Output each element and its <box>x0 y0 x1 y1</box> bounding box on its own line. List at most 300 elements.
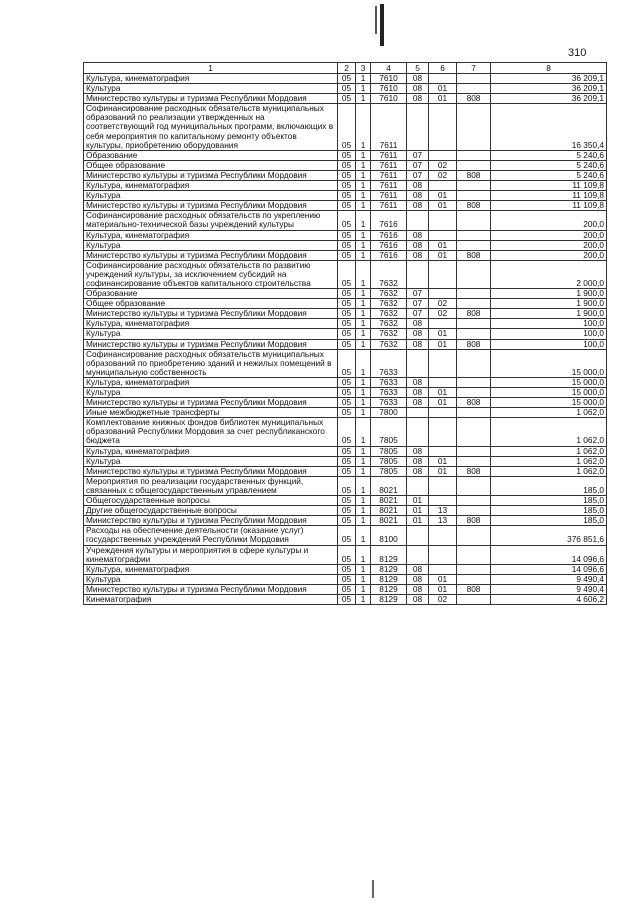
row-amount: 1 900,0 <box>491 299 607 309</box>
row-code: 05 <box>338 377 356 387</box>
row-code: 05 <box>338 506 356 516</box>
table-row <box>84 584 607 594</box>
row-code: 808 <box>457 170 491 180</box>
row-code <box>407 545 429 564</box>
row-label: Министерство культуры и туризма Республики Мордовия <box>84 466 338 476</box>
row-code: 1 <box>356 584 371 594</box>
row-code: 08 <box>407 74 429 84</box>
row-code: 02 <box>429 309 457 319</box>
row-code: 7805 <box>371 418 407 446</box>
row-code: 01 <box>429 466 457 476</box>
row-amount: 2 000,0 <box>491 260 607 288</box>
row-code <box>429 377 457 387</box>
row-label: Кинематография <box>84 594 338 604</box>
row-label: Общегосударственные вопросы <box>84 496 338 506</box>
row-code: 05 <box>338 418 356 446</box>
row-code: 05 <box>338 446 356 456</box>
row-code: 808 <box>457 466 491 476</box>
row-code: 01 <box>429 339 457 349</box>
row-code <box>407 476 429 495</box>
table-row <box>84 456 607 466</box>
row-code: 808 <box>457 339 491 349</box>
table-row <box>84 496 607 506</box>
row-code: 07 <box>407 150 429 160</box>
row-label: Культура, кинематография <box>84 230 338 240</box>
row-code: 01 <box>429 388 457 398</box>
row-label: Министерство культуры и туризма Республики Мордовия <box>84 584 338 594</box>
row-code <box>407 211 429 230</box>
table-row <box>84 104 607 150</box>
row-code: 08 <box>407 84 429 94</box>
row-code <box>457 526 491 545</box>
row-code <box>429 319 457 329</box>
row-label: Образование <box>84 289 338 299</box>
row-label: Софинансирование расходных обязательств муниципальных образований по реализации утвержденных на соответствующий год муниципальных программ, включающих в себя мероприятия по капитальному ремонту объектов культуры, приобретению оборудования <box>84 104 338 150</box>
row-label: Министерство культуры и туризма Республики Мордовия <box>84 398 338 408</box>
row-code <box>457 594 491 604</box>
row-code <box>429 496 457 506</box>
row-code <box>429 74 457 84</box>
row-code: 05 <box>338 496 356 506</box>
row-code: 08 <box>407 398 429 408</box>
row-code <box>457 408 491 418</box>
table-row <box>84 526 607 545</box>
row-label: Культура, кинематография <box>84 319 338 329</box>
row-amount: 200,0 <box>491 230 607 240</box>
row-label: Министерство культуры и туризма Республики Мордовия <box>84 250 338 260</box>
row-amount: 15 000,0 <box>491 388 607 398</box>
row-amount: 185,0 <box>491 516 607 526</box>
row-code: 1 <box>356 289 371 299</box>
row-code: 08 <box>407 329 429 339</box>
row-code: 01 <box>429 398 457 408</box>
row-code: 05 <box>338 240 356 250</box>
row-code <box>457 104 491 150</box>
row-code: 05 <box>338 160 356 170</box>
row-code: 1 <box>356 339 371 349</box>
row-code: 02 <box>429 299 457 309</box>
row-label: Культура <box>84 191 338 201</box>
row-code: 1 <box>356 309 371 319</box>
row-code: 808 <box>457 309 491 319</box>
row-code: 05 <box>338 201 356 211</box>
row-code: 08 <box>407 594 429 604</box>
row-code: 8129 <box>371 564 407 574</box>
row-code: 7611 <box>371 181 407 191</box>
row-code: 05 <box>338 456 356 466</box>
row-code: 07 <box>407 160 429 170</box>
row-code: 02 <box>429 594 457 604</box>
column-header-3: 3 <box>356 63 371 74</box>
row-code: 8021 <box>371 476 407 495</box>
table-row <box>84 260 607 288</box>
row-code: 8100 <box>371 526 407 545</box>
row-code <box>457 446 491 456</box>
row-code: 1 <box>356 545 371 564</box>
row-code <box>457 349 491 377</box>
row-code: 01 <box>429 250 457 260</box>
row-code: 02 <box>429 170 457 180</box>
table-row <box>84 408 607 418</box>
row-code: 7611 <box>371 104 407 150</box>
row-code: 1 <box>356 388 371 398</box>
row-code: 05 <box>338 564 356 574</box>
row-code: 8129 <box>371 584 407 594</box>
table-row <box>84 388 607 398</box>
row-code <box>457 181 491 191</box>
row-code: 05 <box>338 574 356 584</box>
row-amount: 5 240,6 <box>491 150 607 160</box>
row-amount: 185,0 <box>491 506 607 516</box>
row-code: 7616 <box>371 240 407 250</box>
row-code: 1 <box>356 181 371 191</box>
row-code: 05 <box>338 466 356 476</box>
row-code <box>457 456 491 466</box>
row-code: 07 <box>407 299 429 309</box>
row-code <box>429 230 457 240</box>
row-code: 7805 <box>371 466 407 476</box>
table-row <box>84 418 607 446</box>
column-header-6: 6 <box>429 63 457 74</box>
row-code: 8021 <box>371 496 407 506</box>
row-amount: 36 209,1 <box>491 84 607 94</box>
row-code: 1 <box>356 211 371 230</box>
column-header-1: 1 <box>84 63 338 74</box>
row-label: Культура, кинематография <box>84 74 338 84</box>
row-label: Софинансирование расходных обязательств по развитию учреждений культуры, за исключением субсидий на софинансирование объектов капитального строительства <box>84 260 338 288</box>
row-code: 05 <box>338 398 356 408</box>
row-code: 1 <box>356 496 371 506</box>
row-code: 7800 <box>371 408 407 418</box>
row-amount: 11 109,8 <box>491 191 607 201</box>
row-code: 8129 <box>371 545 407 564</box>
row-code <box>407 260 429 288</box>
row-code: 05 <box>338 388 356 398</box>
row-label: Другие общегосударственные вопросы <box>84 506 338 516</box>
row-code <box>457 545 491 564</box>
row-code: 7633 <box>371 398 407 408</box>
row-code: 05 <box>338 309 356 319</box>
row-label: Министерство культуры и туризма Республики Мордовия <box>84 309 338 319</box>
row-label: Культура <box>84 84 338 94</box>
row-code: 1 <box>356 299 371 309</box>
row-code: 7616 <box>371 211 407 230</box>
row-amount: 5 240,6 <box>491 160 607 170</box>
row-amount: 1 062,0 <box>491 408 607 418</box>
row-label: Министерство культуры и туризма Республики Мордовия <box>84 516 338 526</box>
row-code: 05 <box>338 349 356 377</box>
row-code: 1 <box>356 201 371 211</box>
row-code: 1 <box>356 418 371 446</box>
row-code: 8129 <box>371 574 407 584</box>
row-code: 7611 <box>371 170 407 180</box>
row-code <box>457 377 491 387</box>
row-code: 8129 <box>371 594 407 604</box>
row-code: 7633 <box>371 377 407 387</box>
row-code: 05 <box>338 545 356 564</box>
table-row <box>84 545 607 564</box>
row-code: 05 <box>338 260 356 288</box>
row-code: 7632 <box>371 329 407 339</box>
row-label: Культура <box>84 388 338 398</box>
row-label: Культура <box>84 456 338 466</box>
row-code <box>457 289 491 299</box>
row-label: Софинансирование расходных обязательств муниципальных образований по приобретению зданий и нежилых помещений в муниципальную собственность <box>84 349 338 377</box>
row-code: 02 <box>429 160 457 170</box>
row-label: Общее образование <box>84 160 338 170</box>
table-row <box>84 289 607 299</box>
row-code <box>457 564 491 574</box>
row-amount: 100,0 <box>491 339 607 349</box>
row-code: 01 <box>429 94 457 104</box>
row-code: 1 <box>356 260 371 288</box>
row-code: 08 <box>407 94 429 104</box>
row-code <box>457 476 491 495</box>
row-code: 7611 <box>371 160 407 170</box>
row-code: 08 <box>407 181 429 191</box>
row-label: Министерство культуры и туризма Республики Мордовия <box>84 339 338 349</box>
row-code <box>457 211 491 230</box>
table-row <box>84 74 607 84</box>
row-code: 05 <box>338 289 356 299</box>
row-code: 1 <box>356 466 371 476</box>
row-code: 1 <box>356 150 371 160</box>
scan-footer-mark <box>372 880 374 898</box>
column-header-4: 4 <box>371 63 407 74</box>
column-header-2: 2 <box>338 63 356 74</box>
row-amount: 5 240,6 <box>491 170 607 180</box>
row-code <box>457 260 491 288</box>
row-code: 7610 <box>371 94 407 104</box>
table-row <box>84 211 607 230</box>
row-code <box>457 388 491 398</box>
row-label: Культура <box>84 574 338 584</box>
row-code: 05 <box>338 94 356 104</box>
row-code: 08 <box>407 584 429 594</box>
table-row <box>84 150 607 160</box>
row-code: 1 <box>356 377 371 387</box>
row-code: 1 <box>356 349 371 377</box>
row-label: Министерство культуры и туризма Республики Мордовия <box>84 201 338 211</box>
row-code: 7805 <box>371 446 407 456</box>
row-code: 05 <box>338 150 356 160</box>
row-code: 08 <box>407 564 429 574</box>
row-label: Культура <box>84 240 338 250</box>
row-amount: 11 109,8 <box>491 181 607 191</box>
row-code: 07 <box>407 309 429 319</box>
row-code: 1 <box>356 94 371 104</box>
row-code <box>457 230 491 240</box>
row-code: 08 <box>407 240 429 250</box>
row-label: Мероприятия по реализации государственных функций, связанных с общегосударственным управлением <box>84 476 338 495</box>
row-code: 7616 <box>371 230 407 240</box>
row-code <box>457 74 491 84</box>
row-code: 1 <box>356 456 371 466</box>
row-code: 8021 <box>371 506 407 516</box>
row-code: 1 <box>356 408 371 418</box>
row-code: 1 <box>356 476 371 495</box>
row-amount: 36 209,1 <box>491 94 607 104</box>
row-code <box>457 191 491 201</box>
table-row <box>84 564 607 574</box>
row-code: 7611 <box>371 150 407 160</box>
row-code: 05 <box>338 84 356 94</box>
row-code: 05 <box>338 74 356 84</box>
row-amount: 200,0 <box>491 211 607 230</box>
row-amount: 1 062,0 <box>491 466 607 476</box>
row-code <box>429 446 457 456</box>
row-code: 05 <box>338 329 356 339</box>
row-amount: 185,0 <box>491 496 607 506</box>
row-code: 01 <box>429 329 457 339</box>
row-code: 1 <box>356 574 371 584</box>
table-row <box>84 506 607 516</box>
row-amount: 185,0 <box>491 476 607 495</box>
row-label: Министерство культуры и туризма Республики Мордовия <box>84 170 338 180</box>
row-code: 05 <box>338 319 356 329</box>
row-label: Иные межбюджетные трансферты <box>84 408 338 418</box>
row-code <box>457 496 491 506</box>
row-code: 8021 <box>371 516 407 526</box>
row-label: Культура <box>84 329 338 339</box>
row-label: Учреждения культуры и мероприятия в сфере культуры и кинематографии <box>84 545 338 564</box>
table-row <box>84 319 607 329</box>
row-code: 08 <box>407 456 429 466</box>
row-code: 05 <box>338 339 356 349</box>
table-header-row <box>84 63 607 74</box>
row-code <box>457 84 491 94</box>
row-code: 08 <box>407 230 429 240</box>
row-code: 05 <box>338 191 356 201</box>
table-row <box>84 329 607 339</box>
row-code: 08 <box>407 201 429 211</box>
row-code: 01 <box>429 191 457 201</box>
row-code <box>457 240 491 250</box>
row-code <box>429 418 457 446</box>
row-code: 808 <box>457 584 491 594</box>
row-code: 05 <box>338 181 356 191</box>
row-code: 08 <box>407 191 429 201</box>
row-code: 1 <box>356 319 371 329</box>
row-label: Культура, кинематография <box>84 446 338 456</box>
row-code: 7632 <box>371 309 407 319</box>
column-header-5: 5 <box>407 63 429 74</box>
row-code <box>429 211 457 230</box>
row-label: Комплектование книжных фондов библиотек муниципальных образований Республики Мордовия за счет республиканского бюджета <box>84 418 338 446</box>
row-amount: 16 350,4 <box>491 104 607 150</box>
page-number: 310 <box>568 47 587 59</box>
row-label: Министерство культуры и туризма Республики Мордовия <box>84 94 338 104</box>
scan-binding-mark <box>380 4 384 46</box>
table-row <box>84 240 607 250</box>
table-row <box>84 398 607 408</box>
row-code <box>429 545 457 564</box>
budget-table <box>83 62 607 605</box>
row-code <box>429 408 457 418</box>
row-code: 1 <box>356 564 371 574</box>
row-amount: 9 490,4 <box>491 574 607 584</box>
table-row <box>84 84 607 94</box>
row-code: 1 <box>356 446 371 456</box>
row-code: 7633 <box>371 388 407 398</box>
row-code: 01 <box>429 574 457 584</box>
row-amount: 15 000,0 <box>491 377 607 387</box>
row-amount: 1 900,0 <box>491 289 607 299</box>
row-code: 05 <box>338 299 356 309</box>
row-code <box>429 564 457 574</box>
row-code <box>429 476 457 495</box>
table-row <box>84 446 607 456</box>
table-row <box>84 250 607 260</box>
row-code <box>457 574 491 584</box>
row-code <box>429 260 457 288</box>
table-row <box>84 574 607 584</box>
row-code: 08 <box>407 446 429 456</box>
scan-binding-mark-secondary <box>375 6 377 34</box>
row-code: 1 <box>356 506 371 516</box>
row-label: Образование <box>84 150 338 160</box>
row-amount: 200,0 <box>491 240 607 250</box>
row-code: 05 <box>338 250 356 260</box>
table-row <box>84 466 607 476</box>
row-amount: 1 900,0 <box>491 309 607 319</box>
row-code: 808 <box>457 250 491 260</box>
row-code: 7610 <box>371 74 407 84</box>
row-code: 1 <box>356 594 371 604</box>
table-row <box>84 476 607 495</box>
row-code <box>457 299 491 309</box>
row-amount: 36 209,1 <box>491 74 607 84</box>
table-row <box>84 377 607 387</box>
row-code: 08 <box>407 466 429 476</box>
row-code: 1 <box>356 398 371 408</box>
row-amount: 14 096,6 <box>491 564 607 574</box>
row-code: 808 <box>457 201 491 211</box>
row-amount: 4 606,2 <box>491 594 607 604</box>
row-code: 01 <box>407 506 429 516</box>
row-code <box>429 181 457 191</box>
row-code: 808 <box>457 94 491 104</box>
row-code: 05 <box>338 516 356 526</box>
column-header-8: 8 <box>491 63 607 74</box>
row-code: 05 <box>338 170 356 180</box>
row-code: 7611 <box>371 191 407 201</box>
row-code: 7616 <box>371 250 407 260</box>
table-row <box>84 201 607 211</box>
row-code: 01 <box>429 456 457 466</box>
row-code <box>457 160 491 170</box>
row-code: 05 <box>338 104 356 150</box>
row-code: 1 <box>356 230 371 240</box>
row-code: 01 <box>429 240 457 250</box>
column-header-7: 7 <box>457 63 491 74</box>
row-code: 08 <box>407 319 429 329</box>
row-code <box>429 349 457 377</box>
table-row <box>84 339 607 349</box>
row-code: 7632 <box>371 319 407 329</box>
row-code: 01 <box>407 516 429 526</box>
row-code: 05 <box>338 211 356 230</box>
row-label: Общее образование <box>84 299 338 309</box>
row-code: 1 <box>356 516 371 526</box>
row-code <box>457 150 491 160</box>
row-amount: 9 490,4 <box>491 584 607 594</box>
row-code <box>429 289 457 299</box>
row-amount: 376 851,6 <box>491 526 607 545</box>
row-code: 08 <box>407 388 429 398</box>
row-code: 7632 <box>371 299 407 309</box>
row-code: 808 <box>457 516 491 526</box>
